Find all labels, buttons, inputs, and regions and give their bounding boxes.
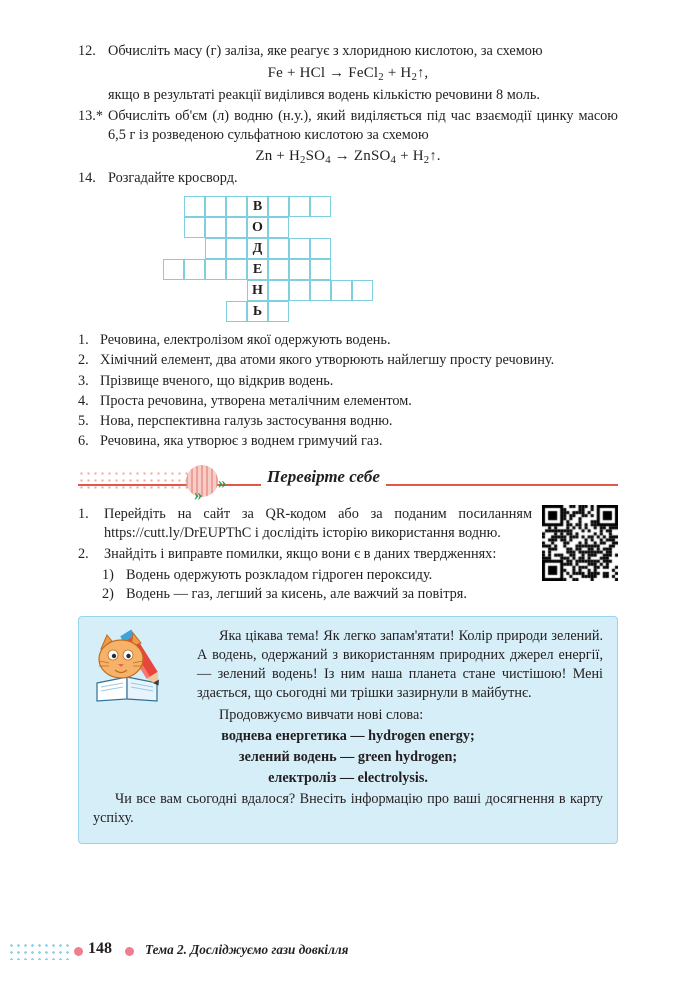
check-task-1-number: 1. [78,506,89,523]
clue-number: 4. [78,392,89,409]
clue-number: 3. [78,372,89,389]
qr-code-icon[interactable] [542,505,618,581]
crossword-cell[interactable] [352,280,373,301]
check-yourself-header [78,465,618,505]
crossword-cell[interactable] [163,259,184,280]
footer-dot-icon [74,947,83,956]
crossword-cell[interactable] [310,238,331,259]
crossword-cell[interactable] [205,259,226,280]
dialog-term-1: воднева енергетика — hydrogen energy; [221,727,475,744]
clue-item [78,432,618,451]
clue-text: Речовина, яка утворює з воднем гримучий газ. [100,433,383,450]
crossword-cell[interactable] [268,280,289,301]
check-task-2-sub-1 [102,566,618,585]
clue-number: 6. [78,433,89,450]
sub-number: 1) [102,566,114,583]
exercise-12-condition [78,86,618,105]
dialog-box [78,616,618,844]
check-task-1 [78,505,532,543]
exercise-14-number: 14. [78,170,96,187]
crossword-cell[interactable] [184,217,205,238]
exercise-12 [78,42,618,61]
page-footer [0,938,695,964]
exercise-13-text: Обчисліть об'єм (л) водню (н.у.), який виділяється під час взаємодії цинку масою 6,5 г із розведеною сульфатною кислотою за схемою [108,107,618,143]
clue-text: Речовина, електролізом якої одержують водень. [100,332,391,349]
crossword-cell[interactable] [268,196,289,217]
clue-item [78,392,618,411]
check-yourself-title: Перевірте себе [261,467,386,487]
clue-item [78,412,618,431]
clue-item [78,331,618,350]
clue-text: Хімічний елемент, два атоми якого утворюють найлегшу просту речовину. [100,352,555,369]
sub-number: 2) [102,585,114,602]
crossword-cell[interactable] [268,217,289,238]
crossword-cell[interactable] [205,238,226,259]
dialog-term-3: електроліз — electrolysis. [268,770,428,787]
crossword-cell[interactable] [226,259,247,280]
crossword-letter-cell[interactable]: Н [247,280,268,301]
check-tasks [78,505,618,604]
check-task-2 [78,545,618,564]
exercise-12-after: якщо в результаті реакції виділився водень кількістю речовини 8 моль. [108,86,540,103]
dialog-paragraph-1: Яка цікава тема! Як легко запам'ятати! Колір природи зелений. А водень, одержаний з використанням природних джерел енергії, — зелений водень! Із ним наша планета стане чистішою! Мені здається, що сьогодні ми трішки зазирнули в майбутнє. [197,627,603,702]
crossword-cell[interactable] [184,259,205,280]
crossword-letter-cell[interactable]: В [247,196,268,217]
dialog-term-2: зелений водень — green hydrogen; [238,748,458,765]
header-dots-decoration [78,470,190,490]
header-circle-decoration [186,465,218,497]
crossword-cell[interactable] [205,217,226,238]
crossword-cell[interactable] [268,259,289,280]
clue-number: 2. [78,352,89,369]
crossword-cell[interactable] [226,301,247,322]
crossword-cell[interactable] [310,196,331,217]
page-number: 148 [88,940,112,957]
crossword-letter-cell[interactable]: Ь [247,301,268,322]
crossword-cell[interactable] [226,238,247,259]
clue-item [78,372,618,391]
exercise-13-number: 13.* [78,107,104,124]
crossword-cell[interactable] [268,301,289,322]
footer-dot-icon [125,947,134,956]
check-task-2-text: Знайдіть і виправте помилки, якщо вони є в даних твердженнях: [104,545,497,562]
crossword-cell[interactable] [289,196,310,217]
clue-number: 1. [78,332,89,349]
footer-dots-decoration [8,942,70,960]
crossword-grid[interactable] [78,196,618,321]
exercise-12-text: Обчисліть масу (г) заліза, яке реагує з хлоридною кислотою, за схемою [108,43,543,59]
dialog-paragraph-3: Чи все вам сьогодні вдалося? Внесіть інформацію про ваші досягнення в карту успіху. [93,791,603,827]
crossword-cell[interactable] [226,217,247,238]
page-content [78,42,618,844]
crossword-cell[interactable] [184,196,205,217]
chevron-right-icon: » [194,485,200,505]
crossword-cell[interactable] [289,238,310,259]
footer-chapter-title: Тема 2. Досліджуємо гази довкілля [145,942,349,957]
crossword-letter-cell[interactable]: О [247,217,268,238]
crossword-cell[interactable] [226,196,247,217]
crossword-cell[interactable] [331,280,352,301]
dialog-paragraph-2: Продовжуємо вивчати нові слова: [219,706,424,723]
exercise-12-formula: Fe + HCl → FeCl$_2$ + $H_2↑$, [267,64,429,83]
check-task-2-sub-2 [102,585,618,604]
clue-number: 5. [78,412,89,429]
crossword-cell[interactable] [310,259,331,280]
sub-text: Водень одержують розкладом гідроген пероксиду. [126,566,433,583]
crossword-cell[interactable] [289,259,310,280]
mascot-illustration [93,627,189,705]
crossword-letter-cell[interactable]: Е [247,259,268,280]
crossword-cell[interactable] [205,196,226,217]
crossword-cell[interactable] [310,280,331,301]
check-task-2-number: 2. [78,545,89,562]
crossword-cell[interactable] [289,280,310,301]
exercise-14-text: Розгадайте кросворд. [108,170,238,187]
chevron-right-icon: » [218,473,224,493]
clue-text: Прізвище вченого, що відкрив водень. [100,372,334,389]
crossword-cell[interactable] [268,238,289,259]
clue-text: Нова, перспективна галузь застосування водню. [100,412,393,429]
exercise-14 [78,169,618,188]
clue-text: Проста речовина, утворена металічним елементом. [100,392,412,409]
clue-item [78,351,618,370]
sub-text: Водень — газ, легший за кисень, але важчий за повітря. [126,585,467,602]
exercise-12-number: 12. [78,43,96,59]
spacer-12 [78,86,108,105]
crossword-clues [78,331,618,451]
crossword-letter-cell[interactable]: Д [247,238,268,259]
exercise-13-formula: $Zn + H_2SO_4$ → ZnSO$_4$ + $H_2↑$. [255,148,441,167]
exercise-13 [78,107,618,145]
check-task-1-text: Перейдіть на сайт за QR-кодом або за поданим посиланням https://cutt.ly/DrEUPThC і дослідіть історію використання водню. [104,506,532,542]
